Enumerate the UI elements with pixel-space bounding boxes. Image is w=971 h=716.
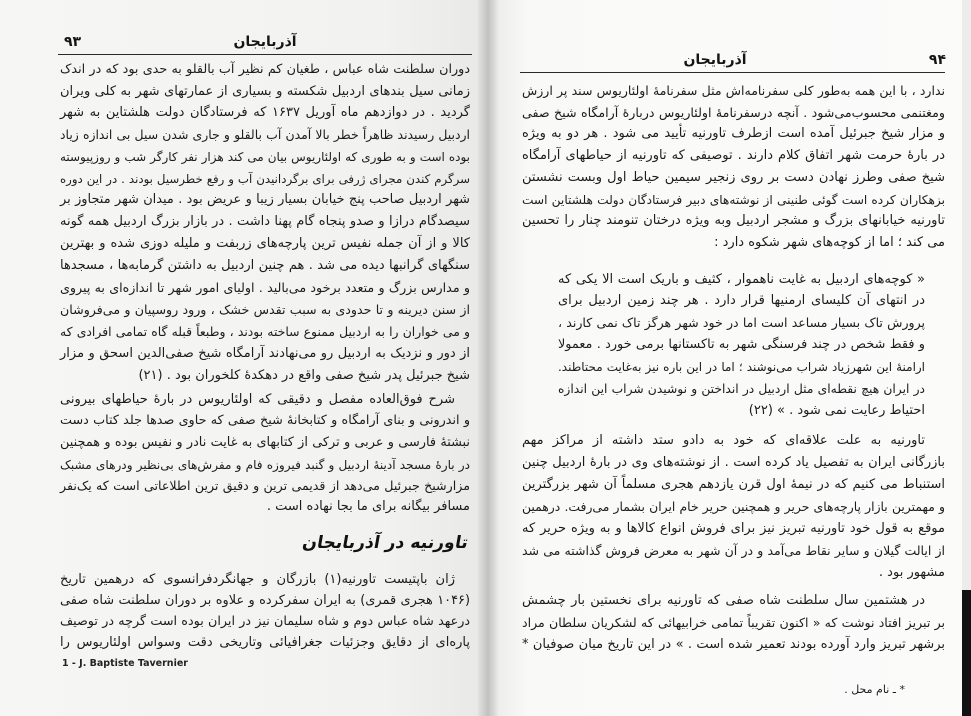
scan-edge-shadow bbox=[962, 590, 971, 716]
footnote: 1 - J. Baptiste Tavernier bbox=[62, 658, 188, 669]
text-line: و می خواران را به اردبیل ممنوع ساخته بودند ، وطبعاً قبله گاه تمامی افرادی که bbox=[60, 324, 470, 339]
text-line: مشهور بود . bbox=[878, 565, 945, 580]
text-line: ژان باپتیست تاورنیه(۱) بازرگان و جهانگردفرانسوی که درهمین تاریخ bbox=[60, 572, 455, 587]
text-line: موقع به قول خود تاورنیه تبریز نیز برای فروش انواع کالاها و به ویژه حریر که bbox=[522, 521, 945, 536]
text-line: سنگهای گرانبها دیده می شد . هم چنین اردبیل به داشتن گرمابه‌ها ، مسجدها bbox=[60, 258, 470, 273]
text-line: ومغتنمی محسوب‌می‌شود . آنچه درسفرنامهٔ اولئاریوس دربارهٔ آرامگاه شیخ صفی bbox=[522, 105, 945, 120]
page-number: ۹۴ bbox=[928, 52, 946, 68]
text-line: اردبیل رسیدند ظاهراً خطر بالا آمدن آب بالقلو و جاری شدن سیل بی اندازه زیاد bbox=[60, 127, 470, 142]
text-line: تاورنیه خیابانهای بزرگ و مشجر اردبیل وبه ویژه درختان تنومند چنار را تحسین bbox=[522, 213, 945, 228]
text-line: در بارهٔ حرمت شهر اتفاق کلام دارند . توصیفی که تاورنیه از حیاطهای آرامگاه bbox=[522, 148, 945, 163]
quote-line: « کوچه‌های اردبیل به غایت ناهموار ، کثیف و باریک است الا یکی که bbox=[558, 272, 925, 287]
text-line: مزارشیخ جبرئیل می‌دهد از قدیمی ترین و دقیق ترین اطلاعاتی است که یک‌نفر bbox=[60, 478, 470, 493]
text-line: زمانی سیل بندهای اردبیل شکسته و بسیاری از عمارتهای شهر به کلی ویران bbox=[60, 84, 470, 99]
text-line: از سنن دیرینه و تا حدودی به سبب تقدس خشک ، ورود روسپیان و می‌فروشان bbox=[60, 302, 470, 317]
text-line: بوده است و به طوری که اولئاریوس بیان می کند هزار نفر کارگر شب و روزپیوسته bbox=[60, 150, 470, 164]
right-page bbox=[500, 0, 962, 716]
text-line: درعهد شاه عباس دوم و شاه سلیمان نیز در ایران بوده است گرچه در توصیف bbox=[60, 614, 470, 629]
text-line: بر تبریز افتاد نوشت که « اکنون تقریباً تمامی خرابیهائی که لشکریان سلطان مراد bbox=[522, 615, 945, 630]
text-line: ندارد ، با این همه به‌طور کلی سفرنامه‌اش مثل سفرنامهٔ اولئاریوس سند پر ارزش bbox=[522, 83, 945, 98]
text-line: شرح فوق‌العاده مفصل و دقیقی که اولئاریوس در بارهٔ حیاطهای بیرونی bbox=[60, 392, 455, 407]
text-line: پاره‌ای از دقایق وجزئیات جغرافیائی وتاریخی دقت وسواس اولئاریوس را bbox=[60, 635, 470, 650]
text-line: نبشتهٔ فارسی و عربی و ترکی از کتابهای به غایت نادر و نفیس بوده و همچنین bbox=[60, 435, 470, 450]
text-line: دوران سلطنت شاه عباس ، طغیان کم نظیر آب بالقلو به حدی بود که در اندک bbox=[60, 62, 470, 77]
running-header: آذربایجان bbox=[233, 34, 297, 50]
text-line: می کند ؛ اما از کوچه‌های شهر شکوه دارد : bbox=[714, 235, 945, 250]
text-line: در هشتمین سال سلطنت شاه صفی که تاورنیه برای نخستین بار چشمش bbox=[522, 593, 925, 608]
text-line: گردید . در دوازدهم ماه آوریل ۱۶۳۷ که فرستادگان دولت هلشتاین به شهر bbox=[60, 105, 470, 120]
quote-line: در ایران هیچ نقطه‌ای مثل اردبیل در انداختن و نوشیدن شراب این اندازه bbox=[558, 382, 925, 396]
footnote: * ـ نام محل . bbox=[844, 683, 905, 696]
quote-line: و فقط شخص در چند فرسنگی شهر به تاکستانها برمی خورد . معمولا bbox=[558, 337, 925, 352]
text-line: شیخ جبرئیل پدر شیخ صفی واقع در دهکدهٔ کلخوران بود . (۲۱) bbox=[138, 368, 470, 383]
text-line: از دور و نزدیک به اردبیل رو می‌نهادند آرامگاه شیخ صفی‌الدین اسحق و مزار bbox=[60, 346, 470, 361]
text-line: شیخ صفی وطرز نهادن دست بر روی زنجیر سیمین حیاط اول وبست نشستن bbox=[522, 170, 945, 185]
text-line: سرگرم کندن مجرای ژرفی برای برگردانیدن آب و رفع خطرسیل بودند . در این دوره bbox=[60, 172, 470, 186]
text-line: کالا و از آن جمله نفیس ترین پارچه‌های زربفت و ملیله دوزی شده و بهترین bbox=[60, 236, 470, 251]
header-rule bbox=[520, 72, 945, 73]
text-line: بزهکاران کرده است گوئی طنینی از نوشته‌های دبیر فرستادگان دولت هلشتاین است bbox=[522, 193, 945, 207]
text-line: مسافر بیگانه برای ما بجا نهاده است . bbox=[266, 499, 470, 514]
text-line: و مدارس بزرگ و متعدد برخود می‌بالید . اولیای امور شهر تا اندازه‌ای به پیروی bbox=[60, 280, 470, 295]
text-line: و مزار شیخ جبرئیل آمده است ازطرف تاورنیه تأیید می شود . هر دو به ویژه bbox=[522, 126, 945, 141]
text-line: استنباط می کنیم که در نیمهٔ اول قرن یازدهم هجری مسلماً آن شهر بزرگترین bbox=[522, 477, 945, 492]
text-line: سیصدگام درازا و صدو پنجاه گام پهنا داشت . در بازار بزرگ اردبیل همه گونه bbox=[60, 214, 470, 229]
page-number: ۹۳ bbox=[64, 34, 82, 50]
text-line: (۱۰۴۶ هجری قمری) به ایران سفرکرده و علاوه بر دوران سلطنت شاه صفی bbox=[60, 593, 470, 608]
text-line: شهر اردبیل صاحب پنج خیابان بسیار زیبا و عریض بود . میدان شهر متجاوز بر bbox=[60, 192, 470, 207]
scan-edge bbox=[962, 0, 971, 590]
book-gutter bbox=[478, 0, 500, 716]
text-line: بازرگانی ایران به تفصیل یاد کرده است . از نوشته‌های وی در بارهٔ اردبیل چنین bbox=[522, 455, 945, 470]
text-line: در بارهٔ مسجد آدینهٔ اردبیل و گنبد فیروزه فام و مفرش‌های بی‌نظیر ودرهای مشبک bbox=[60, 458, 470, 472]
quote-line: ارامنهٔ این شهرزیاد شراب می‌نوشند ؛ اما در این باره نیز به‌غایت محتاطند. bbox=[558, 360, 925, 374]
quote-line: پرورش تاک بسیار مساعد است اما در خود شهر هرگز تاک نمی کارند ، bbox=[558, 315, 925, 330]
text-line: و اندرونی و بنای آرامگاه و کتابخانهٔ شیخ صفی که حاوی صدها جلد کتاب دست bbox=[60, 413, 470, 428]
left-page bbox=[0, 0, 478, 716]
running-header: آذربایجان bbox=[683, 52, 747, 68]
section-heading: تاورنیه در آذربایجان bbox=[300, 533, 470, 553]
text-line: برشهر تبریز وارد آورده بودند تعمیر شده است . » در این تاریخ میان صوفیان * bbox=[522, 637, 945, 652]
quote-line: احتیاط رعایت نمی شود . » (۲۲) bbox=[748, 403, 925, 418]
text-line: تاورنیه به علت علاقه‌ای که خود به دادو ستد داشته از مراکز مهم bbox=[522, 433, 925, 448]
text-line: و مهمترین بازار پارچه‌های حریر و همچنین حریر خام ایران بشمار می‌رفت. درهمین bbox=[522, 500, 945, 514]
header-rule bbox=[58, 54, 472, 55]
quote-line: در انتهای آن کلیسای ارمنیها قرار دارد . هر چند زمین اردبیل برای bbox=[558, 293, 925, 308]
text-line: از ایالت گیلان و سایر نقاط می‌آمد و در آن شهر به معرض فروش گذاشته می شد bbox=[522, 543, 945, 558]
